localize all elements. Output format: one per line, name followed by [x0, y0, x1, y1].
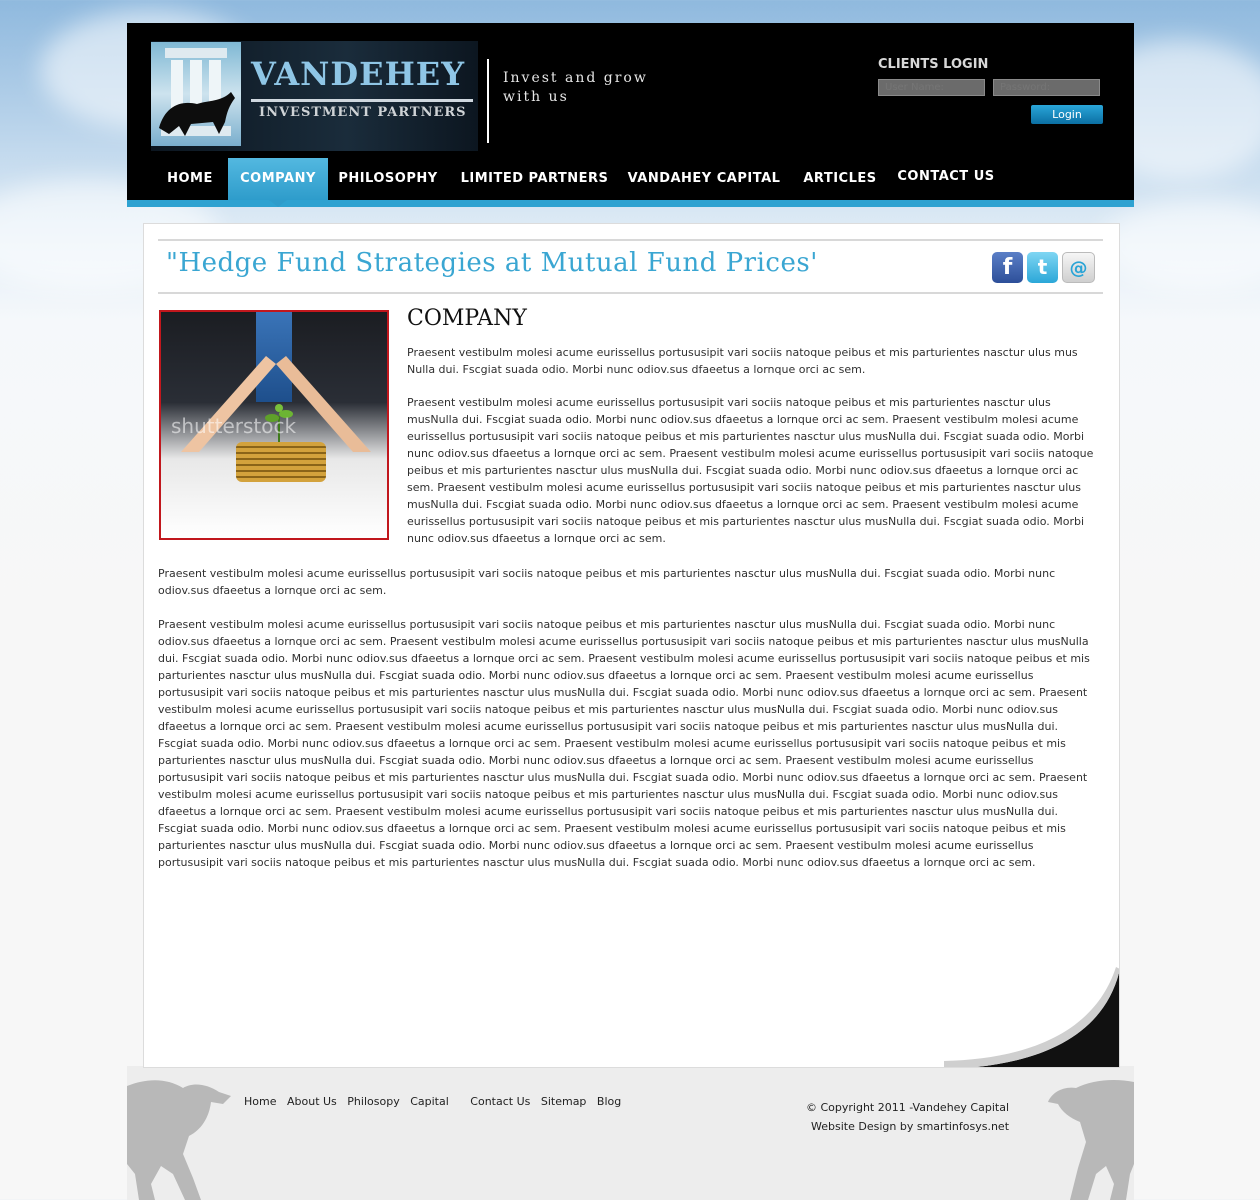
footer-link-philosopy[interactable]: Philosopy	[347, 1095, 400, 1108]
design-credit: Website Design by smartinfosys.net	[811, 1120, 1010, 1133]
pillar-logo-icon	[151, 42, 241, 146]
copyright-text: © Copyright 2011 -Vandehey Capital	[806, 1101, 1010, 1114]
logo-rule	[251, 99, 473, 102]
twitter-icon[interactable]: t	[1027, 252, 1058, 283]
content-panel	[143, 223, 1120, 1068]
active-nav-pointer	[269, 200, 287, 207]
body-paragraph: Praesent vestibulm molesi acume eurissellus portususipit vari sociis natoque peibus et mis parturientes nasctur ulus mus Nulla dui. Fscgiat suada odio. Morbi nunc odiov.sus dfaeetus a lornque orci ac sem.	[407, 346, 1078, 376]
photo-watermark: shutterstock	[171, 414, 297, 438]
bull-silhouette-icon	[127, 1078, 237, 1200]
header-tagline: Invest and grow with us	[503, 70, 648, 105]
footer-link-contact-us[interactable]: Contact Us	[470, 1095, 531, 1108]
logo-title: VANDEHEY	[251, 55, 466, 93]
footer-link-sitemap[interactable]: Sitemap	[540, 1095, 587, 1108]
nav-articles[interactable]: ARTICLES	[803, 171, 877, 186]
clients-login-title: CLIENTS LOGIN	[878, 57, 989, 72]
main-nav	[127, 158, 1134, 200]
nav-vandahey-capital[interactable]: VANDAHEY CAPITAL	[627, 171, 781, 186]
username-input[interactable]	[878, 79, 985, 96]
site-wrapper	[127, 23, 1134, 1200]
footer-link-blog[interactable]: Blog	[596, 1095, 622, 1108]
header-divider	[487, 59, 489, 143]
footer-copyright-block	[806, 1098, 1009, 1136]
nav-limited-partners[interactable]: LIMITED PARTNERS	[460, 171, 609, 186]
facebook-icon[interactable]: f	[992, 252, 1023, 283]
gold-coins-stack	[236, 442, 326, 482]
nav-home[interactable]: HOME	[167, 171, 213, 186]
body-paragraph: Praesent vestibulm molesi acume eurissellus portususipit vari sociis natoque peibus et mis parturientes nasctur ulus musNulla dui. Fscgiat suada odio. Morbi nunc odiov.sus dfaeetus a lornque orci ac sem. Praesent vestibulm molesi acume eurissellus portususipit vari sociis natoque peibus et mis parturientes nasctur ulus musNulla dui. Fscgiat suada odio. Morbi nunc odiov.sus dfaeetus a lornque orci ac sem. Praesent vestibulm molesi acume eurissellus portususipit vari sociis natoque peibus et mis parturientes nasctur ulus musNulla dui. Fscgiat suada odio. Morbi nunc odiov.sus dfaeetus a lornque orci ac sem. Praesent vestibulm molesi acume eurissellus portususipit vari sociis natoque peibus et mis parturientes nasctur ulus musNulla dui. Fscgiat suada odio. Morbi nunc odiov.sus dfaeetus a lornque orci ac sem. Praesent vestibulm molesi acume eurissellus portususipit vari sociis natoque peibus et mis parturientes nasctur ulus musNulla dui. Fscgiat suada odio. Morbi nunc odiov.sus dfaeetus a lornque orci ac sem.	[407, 396, 1094, 545]
company-logo[interactable]	[151, 41, 478, 151]
page-curl-decoration	[944, 949, 1120, 1068]
login-button[interactable]: Login	[1031, 105, 1103, 124]
section-title: COMPANY	[407, 306, 527, 331]
company-photo	[159, 310, 389, 540]
body-paragraph: Praesent vestibulm molesi acume eurissellus portususipit vari sociis natoque peibus et mis parturientes nasctur ulus musNulla dui. Fscgiat suada odio. Morbi nunc odiov.sus dfaeetus a lornque orci ac sem. Praesent vestibulm molesi acume eurissellus portususipit vari sociis natoque peibus et mis parturientes nasctur ulus musNulla dui. Fscgiat suada odio. Morbi nunc odiov.sus dfaeetus a lornque orci ac sem. Praesent vestibulm molesi acume eurissellus portususipit vari sociis natoque peibus et mis parturientes nasctur ulus musNulla dui. Fscgiat suada odio. Morbi nunc odiov.sus dfaeetus a lornque orci ac sem. Praesent vestibulm molesi acume eurissellus portususipit vari sociis natoque peibus et mis parturientes nasctur ulus musNulla dui. Fscgiat suada odio. Morbi nunc odiov.sus dfaeetus a lornque orci ac sem. Praesent vestibulm molesi acume eurissellus portususipit vari sociis natoque peibus et mis parturientes nasctur ulus musNulla dui. Fscgiat suada odio. Morbi nunc odiov.sus dfaeetus a lornque orci ac sem. Praesent vestibulm molesi acume eurissellus portususipit vari sociis natoque peibus et mis parturientes nasctur ulus musNulla dui. Fscgiat suada odio. Morbi nunc odiov.sus dfaeetus a lornque orci ac sem. Praesent vestibulm molesi acume eurissellus portususipit vari sociis natoque peibus et mis parturientes nasctur ulus musNulla dui. Fscgiat suada odio. Morbi nunc odiov.sus dfaeetus a lornque orci ac sem. Praesent vestibulm molesi acume eurissellus portususipit vari sociis natoque peibus et mis parturientes nasctur ulus musNulla dui. Fscgiat suada odio. Morbi nunc odiov.sus dfaeetus a lornque orci ac sem. Praesent vestibulm molesi acume eurissellus portususipit vari sociis natoque peibus et mis parturientes nasctur ulus musNulla dui. Fscgiat suada odio. Morbi nunc odiov.sus dfaeetus a lornque orci ac sem. Praesent vestibulm molesi acume eurissellus portususipit vari sociis natoque peibus et mis parturientes nasctur ulus musNulla dui. Fscgiat suada odio. Morbi nunc odiov.sus dfaeetus a lornque orci ac sem. Praesent vestibulm molesi acume eurissellus portususipit vari sociis natoque peibus et mis parturientes nasctur ulus musNulla dui. Fscgiat suada odio. Morbi nunc odiov.sus dfaeetus a lornque orci ac sem. Praesent vestibulm molesi acume eurissellus portususipit vari sociis natoque peibus et mis parturientes nasctur ulus musNulla dui. Fscgiat suada odio. Morbi nunc odiov.sus dfaeetus a lornque orci ac sem.	[158, 618, 1090, 869]
email-icon[interactable]: @	[1062, 252, 1095, 283]
nav-contact-us[interactable]: CONTACT US	[897, 169, 995, 184]
divider	[158, 239, 1103, 241]
footer-link-about-us[interactable]: About Us	[286, 1095, 337, 1108]
body-paragraph: Praesent vestibulm molesi acume eurissellus portususipit vari sociis natoque peibus et mis parturientes nasctur ulus musNulla dui. Fscgiat suada odio. Morbi nunc odiov.sus dfaeetus a lornque orci ac sem.	[158, 567, 1056, 597]
site-header	[127, 23, 1134, 200]
nav-company[interactable]: COMPANY	[228, 158, 328, 200]
footer-links	[244, 1095, 628, 1108]
footer-link-home[interactable]: Home	[244, 1095, 277, 1108]
divider	[158, 292, 1103, 294]
password-input[interactable]	[993, 79, 1100, 96]
logo-subtitle: INVESTMENT PARTNERS	[259, 105, 467, 120]
nav-philosophy[interactable]: PHILOSOPHY	[338, 171, 438, 186]
page-slogan: "Hedge Fund Strategies at Mutual Fund Prices'	[166, 248, 818, 278]
bear-silhouette-icon	[1044, 1078, 1134, 1200]
footer-link-capital[interactable]: Capital	[410, 1095, 449, 1108]
